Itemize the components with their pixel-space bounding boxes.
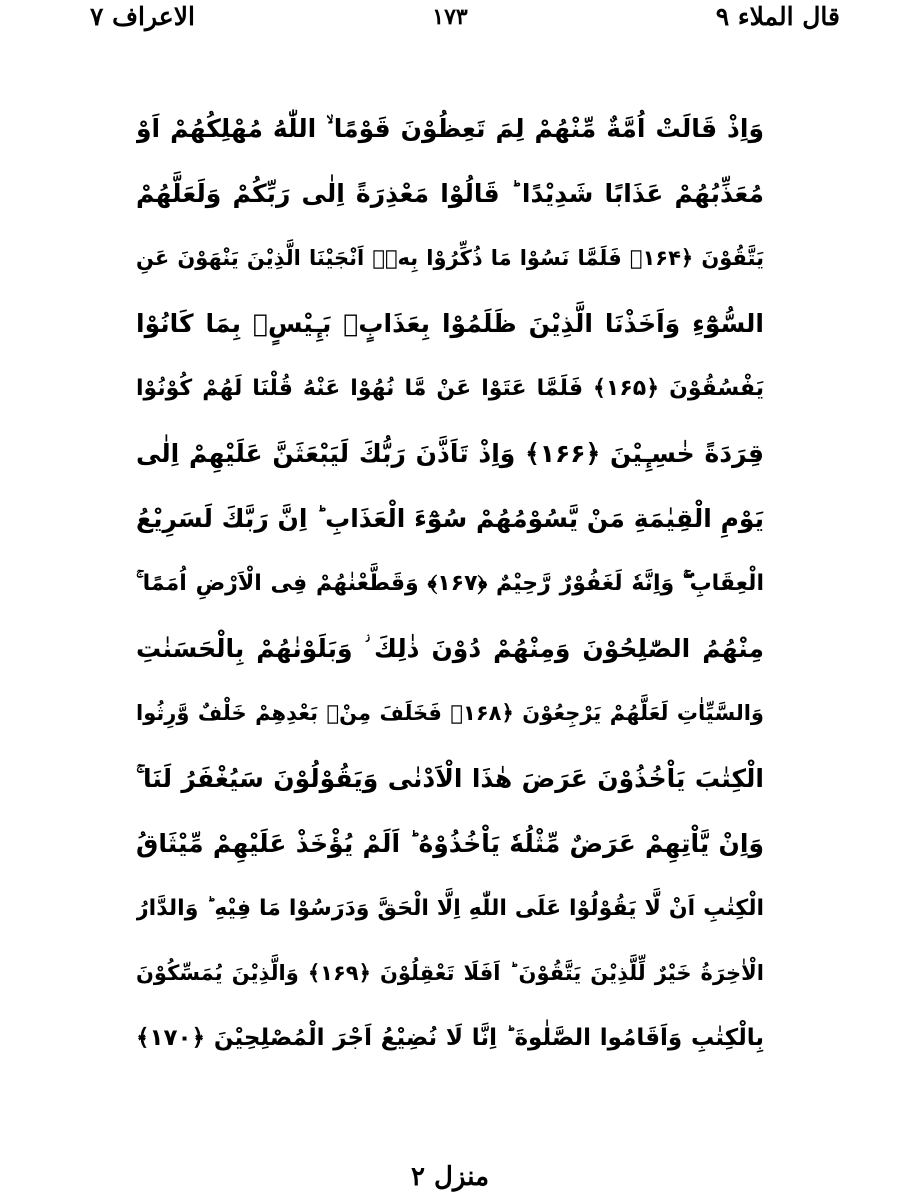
text-line: يَوْمِ الْقِيٰمَةِ مَنْ يَّسُوْمُهُمْ سُوْٓءَ الْعَذَابِ ؕ اِنَّ رَبَّكَ لَسَرِيْعُ	[136, 504, 764, 533]
text-line: يَفْسُقُوْنَ ﴿۱۶۵﴾ فَلَمَّا عَتَوْا عَنْ مَّا نُهُوْا عَنْهُ قُلْنَا لَهُمْ كُوْنُوْا	[136, 376, 764, 401]
surah-name: الاعراف ۷	[90, 2, 195, 31]
page-number: ١٧٣	[432, 4, 468, 30]
para-name: قال الملاء ٩	[715, 2, 840, 31]
text-line: قِرَدَةً خٰسِـِٕيْنَ ﴿۱۶۶﴾ وَاِذْ تَاَذَّنَ رَبُّكَ لَيَبْعَثَنَّ عَلَيْهِمْ اِلٰى	[136, 439, 764, 468]
text-line: الْاٰخِرَةُ خَيْرٌ لِّلَّذِيْنَ يَتَّقُوْنَ ؕ اَفَلَا تَعْقِلُوْنَ ﴿۱۶۹﴾ وَالَّذِيْنَ يُمَسِّكُوْنَ	[136, 961, 764, 985]
text-line: وَالسَّيِّاٰتِ لَعَلَّهُمْ يَرْجِعُوْنَ ﴿۱۶۸﴾ فَخَلَفَ مِنْۢ بَعْدِهِمْ خَلْفٌ وَّرِثُوا	[136, 701, 764, 725]
text-line: مِنْهُمُ الصّٰلِحُوْنَ وَمِنْهُمْ دُوْنَ ذٰلِكَ ؗ وَبَلَوْنٰهُمْ بِالْحَسَنٰتِ	[136, 634, 764, 663]
quran-text	[136, 96, 764, 1071]
text-line: السُّوْٓءِ وَاَخَذْنَا الَّذِيْنَ ظَلَمُوْا بِعَذَابٍۭ بَـِٕيْسٍۭ بِمَا كَانُوْا	[136, 309, 764, 338]
text-line: الْعِقَابِ ۖۚ وَاِنَّهٗ لَغَفُوْرٌ رَّحِيْمٌ ﴿۱۶۷﴾ وَقَطَّعْنٰهُمْ فِى الْاَرْضِ اُمَمًا ۚ	[136, 571, 764, 596]
text-line: وَاِذْ قَالَتْ اُمَّةٌ مِّنْهُمْ لِمَ تَعِظُوْنَ قَوْمًا ۙ اللّٰهُ مُهْلِكُهُمْ اَوْ	[136, 114, 764, 143]
text-line: يَتَّقُوْنَ ﴿۱۶۴﴾ فَلَمَّا نَسُوْا مَا ذُكِّرُوْا بِهٖۤ اَنْجَيْنَا الَّذِيْنَ يَنْهَوْنَ عَنِ	[136, 246, 764, 270]
text-line: الْكِتٰبَ يَاْخُذُوْنَ عَرَضَ هٰذَا الْاَدْنٰى وَيَقُوْلُوْنَ سَيُغْفَرُ لَنَا ۚ	[136, 764, 764, 793]
text-line: وَاِنْ يَّاْتِهِمْ عَرَضٌ مِّثْلُهٗ يَاْخُذُوْهُ ؕ اَلَمْ يُؤْخَذْ عَلَيْهِمْ مِّيْثَاقُ	[136, 829, 764, 858]
text-line: بِالْكِتٰبِ وَاَقَامُوا الصَّلٰوةَ ؕ اِنَّا لَا نُضِيْعُ اَجْرَ الْمُصْلِحِيْنَ ﴿۱۷۰﴾	[136, 1025, 764, 1051]
text-line: مُعَذِّبُهُمْ عَذَابًا شَدِيْدًا ؕ قَالُوْا مَعْذِرَةً اِلٰى رَبِّكُمْ وَلَعَلَّهُمْ	[136, 179, 764, 208]
text-line: الْكِتٰبِ اَنْ لَّا يَقُوْلُوْا عَلَى اللّٰهِ اِلَّا الْحَقَّ وَدَرَسُوْا مَا فِيْهِ ؕ وَالدَّارُ	[136, 896, 764, 921]
manzil-footer: منزل ۲	[410, 1162, 490, 1192]
page-header	[60, 2, 840, 42]
